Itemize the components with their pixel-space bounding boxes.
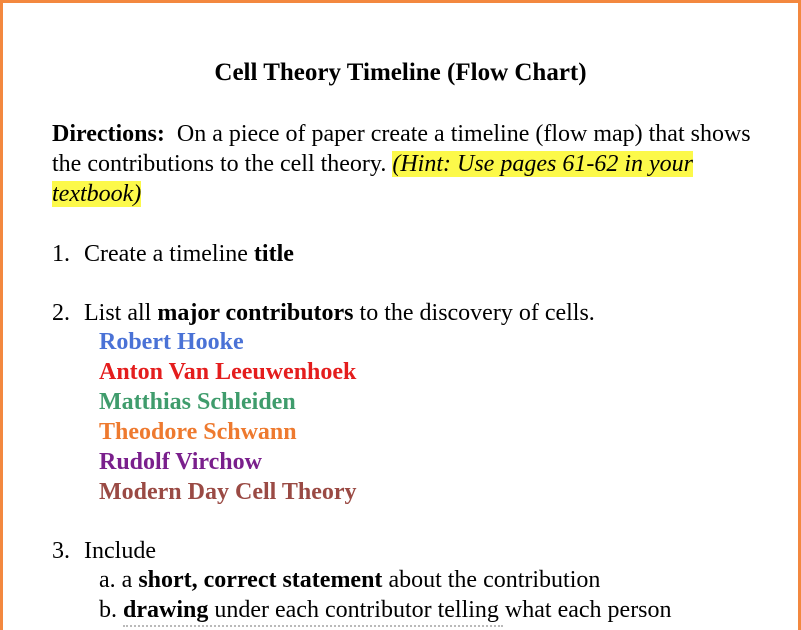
contributor-list [99,327,357,507]
sub-item-text-post: about the contribution [388,567,601,593]
sub-item-bold: drawing [123,597,209,623]
sub-item-bold: short, correct statement [138,567,383,593]
list-item-text: Include [84,538,156,564]
document-page [3,3,798,630]
cut-off-text-line [123,625,503,630]
list-item-text: Create a timeline [84,241,248,267]
list-item-1 [52,239,294,269]
list-item-3 [52,536,156,566]
list-number: 1. [52,241,70,267]
list-item-text-pre: List all [84,300,152,326]
directions-label: Directions: [52,121,165,147]
contributor-rudolf-virchow: Rudolf Virchow [99,449,262,475]
directions-hint: (Hint: Use pages 61-62 in your textbook) [52,151,693,207]
sub-item-text-post: under each contributor telling what each person [214,597,672,623]
sub-item-prefix: b. [99,597,117,623]
contributor-matthias-schleiden: Matthias Schleiden [99,389,296,415]
list-item-bold: title [253,241,294,267]
sub-item-text-pre: a [121,567,133,593]
directions-text: On a piece of paper create a timeline (flow map) that shows the contributions to the cell theory. [52,121,751,177]
list-number: 2. [52,300,70,326]
list-item-2 [52,298,595,328]
page-title: Cell Theory Timeline (Flow Chart) [214,59,587,86]
contributor-theodore-schwann: Theodore Schwann [99,419,297,445]
contributor-modern-day-cell-theory: Modern Day Cell Theory [99,479,357,505]
contributor-robert-hooke: Robert Hooke [99,329,244,355]
list-number: 3. [52,538,70,564]
directions-paragraph [52,119,772,209]
list-item-text-post: to the discovery of cells. [359,300,595,326]
sub-item-b [99,595,672,625]
sub-item-a [99,565,600,595]
list-item-bold: major contributors [157,300,354,326]
sub-item-prefix: a. [99,567,116,593]
contributor-anton-van-leeuwenhoek: Anton Van Leeuwenhoek [99,359,357,385]
